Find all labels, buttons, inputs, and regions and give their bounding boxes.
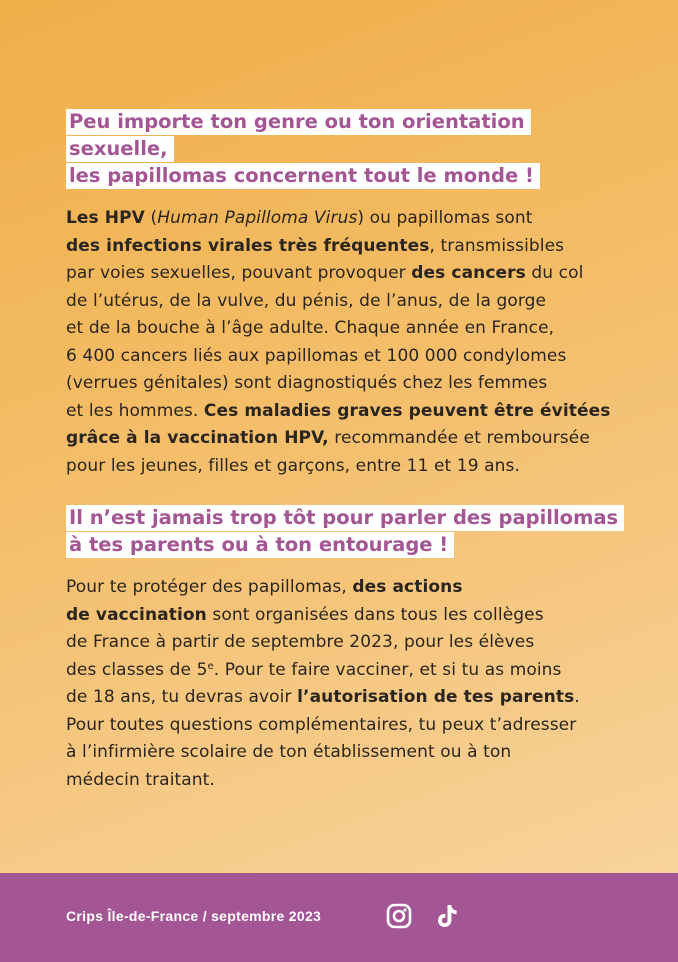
footer-bar <box>0 873 678 962</box>
text-bold: grâce à la vaccination HPV, <box>66 428 329 448</box>
heading-line: Il n’est jamais trop tôt pour parler des papillomas <box>66 505 624 531</box>
text: à l’infirmière scolaire de ton établissement ou à ton <box>66 742 512 762</box>
text: et les hommes. <box>66 400 204 421</box>
text: . Pour te faire vacciner, et si tu as moins <box>213 659 562 680</box>
text-bold: des cancers <box>411 263 526 283</box>
section-parents <box>66 504 626 794</box>
section-heading <box>66 504 626 558</box>
footer-credit: Crips Île-de-France / septembre 2023 <box>66 908 322 924</box>
text: . <box>574 687 580 707</box>
section-heading <box>66 108 626 189</box>
section-genre <box>66 108 626 480</box>
text: du col <box>525 263 584 283</box>
text: et de la bouche à l’âge adulte. Chaque année en France, <box>66 318 555 338</box>
heading-line: Peu importe ton genre ou ton orientation sexuelle, <box>66 109 531 162</box>
text: 6 400 cancers liés aux papillomas et 100 000 condylomes <box>66 345 567 366</box>
text: par voies sexuelles, pouvant provoquer <box>66 263 412 283</box>
text: de l’utérus, de la vulve, du pénis, de l’anus, de la gorge <box>66 290 547 311</box>
text-bold: des infections virales très fréquentes <box>66 235 430 256</box>
text: (verrues génitales) sont diagnostiqués chez les femmes <box>66 373 548 393</box>
text-bold: des actions <box>352 577 463 597</box>
text: ( <box>144 208 158 228</box>
text: recommandée et remboursée <box>328 428 590 448</box>
text: de France à partir de septembre 2023, pour les élèves <box>66 632 535 652</box>
text: médecin traitant. <box>66 769 215 790</box>
section-paragraph <box>66 205 626 480</box>
text: pour les jeunes, filles et garçons, entre 11 et 19 ans. <box>66 455 520 476</box>
text: , transmissibles <box>429 235 565 256</box>
text: de 18 ans, tu devras avoir <box>66 687 298 707</box>
tiktok-icon[interactable] <box>434 903 460 929</box>
text: sont organisées dans tous les collèges <box>206 604 544 625</box>
heading-line: à tes parents ou à ton entourage ! <box>66 532 454 558</box>
text-bold: Les HPV <box>66 208 145 228</box>
text: Pour te protéger des papillomas, <box>66 577 353 597</box>
text-bold: l’autorisation de tes parents <box>297 687 575 707</box>
text-italic: Human Papilloma Virus <box>157 208 358 228</box>
superscript: e <box>207 660 214 672</box>
text: des classes de 5 <box>66 659 208 680</box>
text: Pour toutes questions complémentaires, tu peux t’adresser <box>66 714 577 735</box>
section-paragraph <box>66 574 626 794</box>
text: ) ou papillomas sont <box>357 208 533 228</box>
text-bold: Ces maladies graves peuvent être évitées <box>203 400 611 421</box>
text-bold: de vaccination <box>66 604 207 625</box>
instagram-icon[interactable] <box>386 903 412 929</box>
heading-line: les papillomas concernent tout le monde ! <box>66 163 540 189</box>
